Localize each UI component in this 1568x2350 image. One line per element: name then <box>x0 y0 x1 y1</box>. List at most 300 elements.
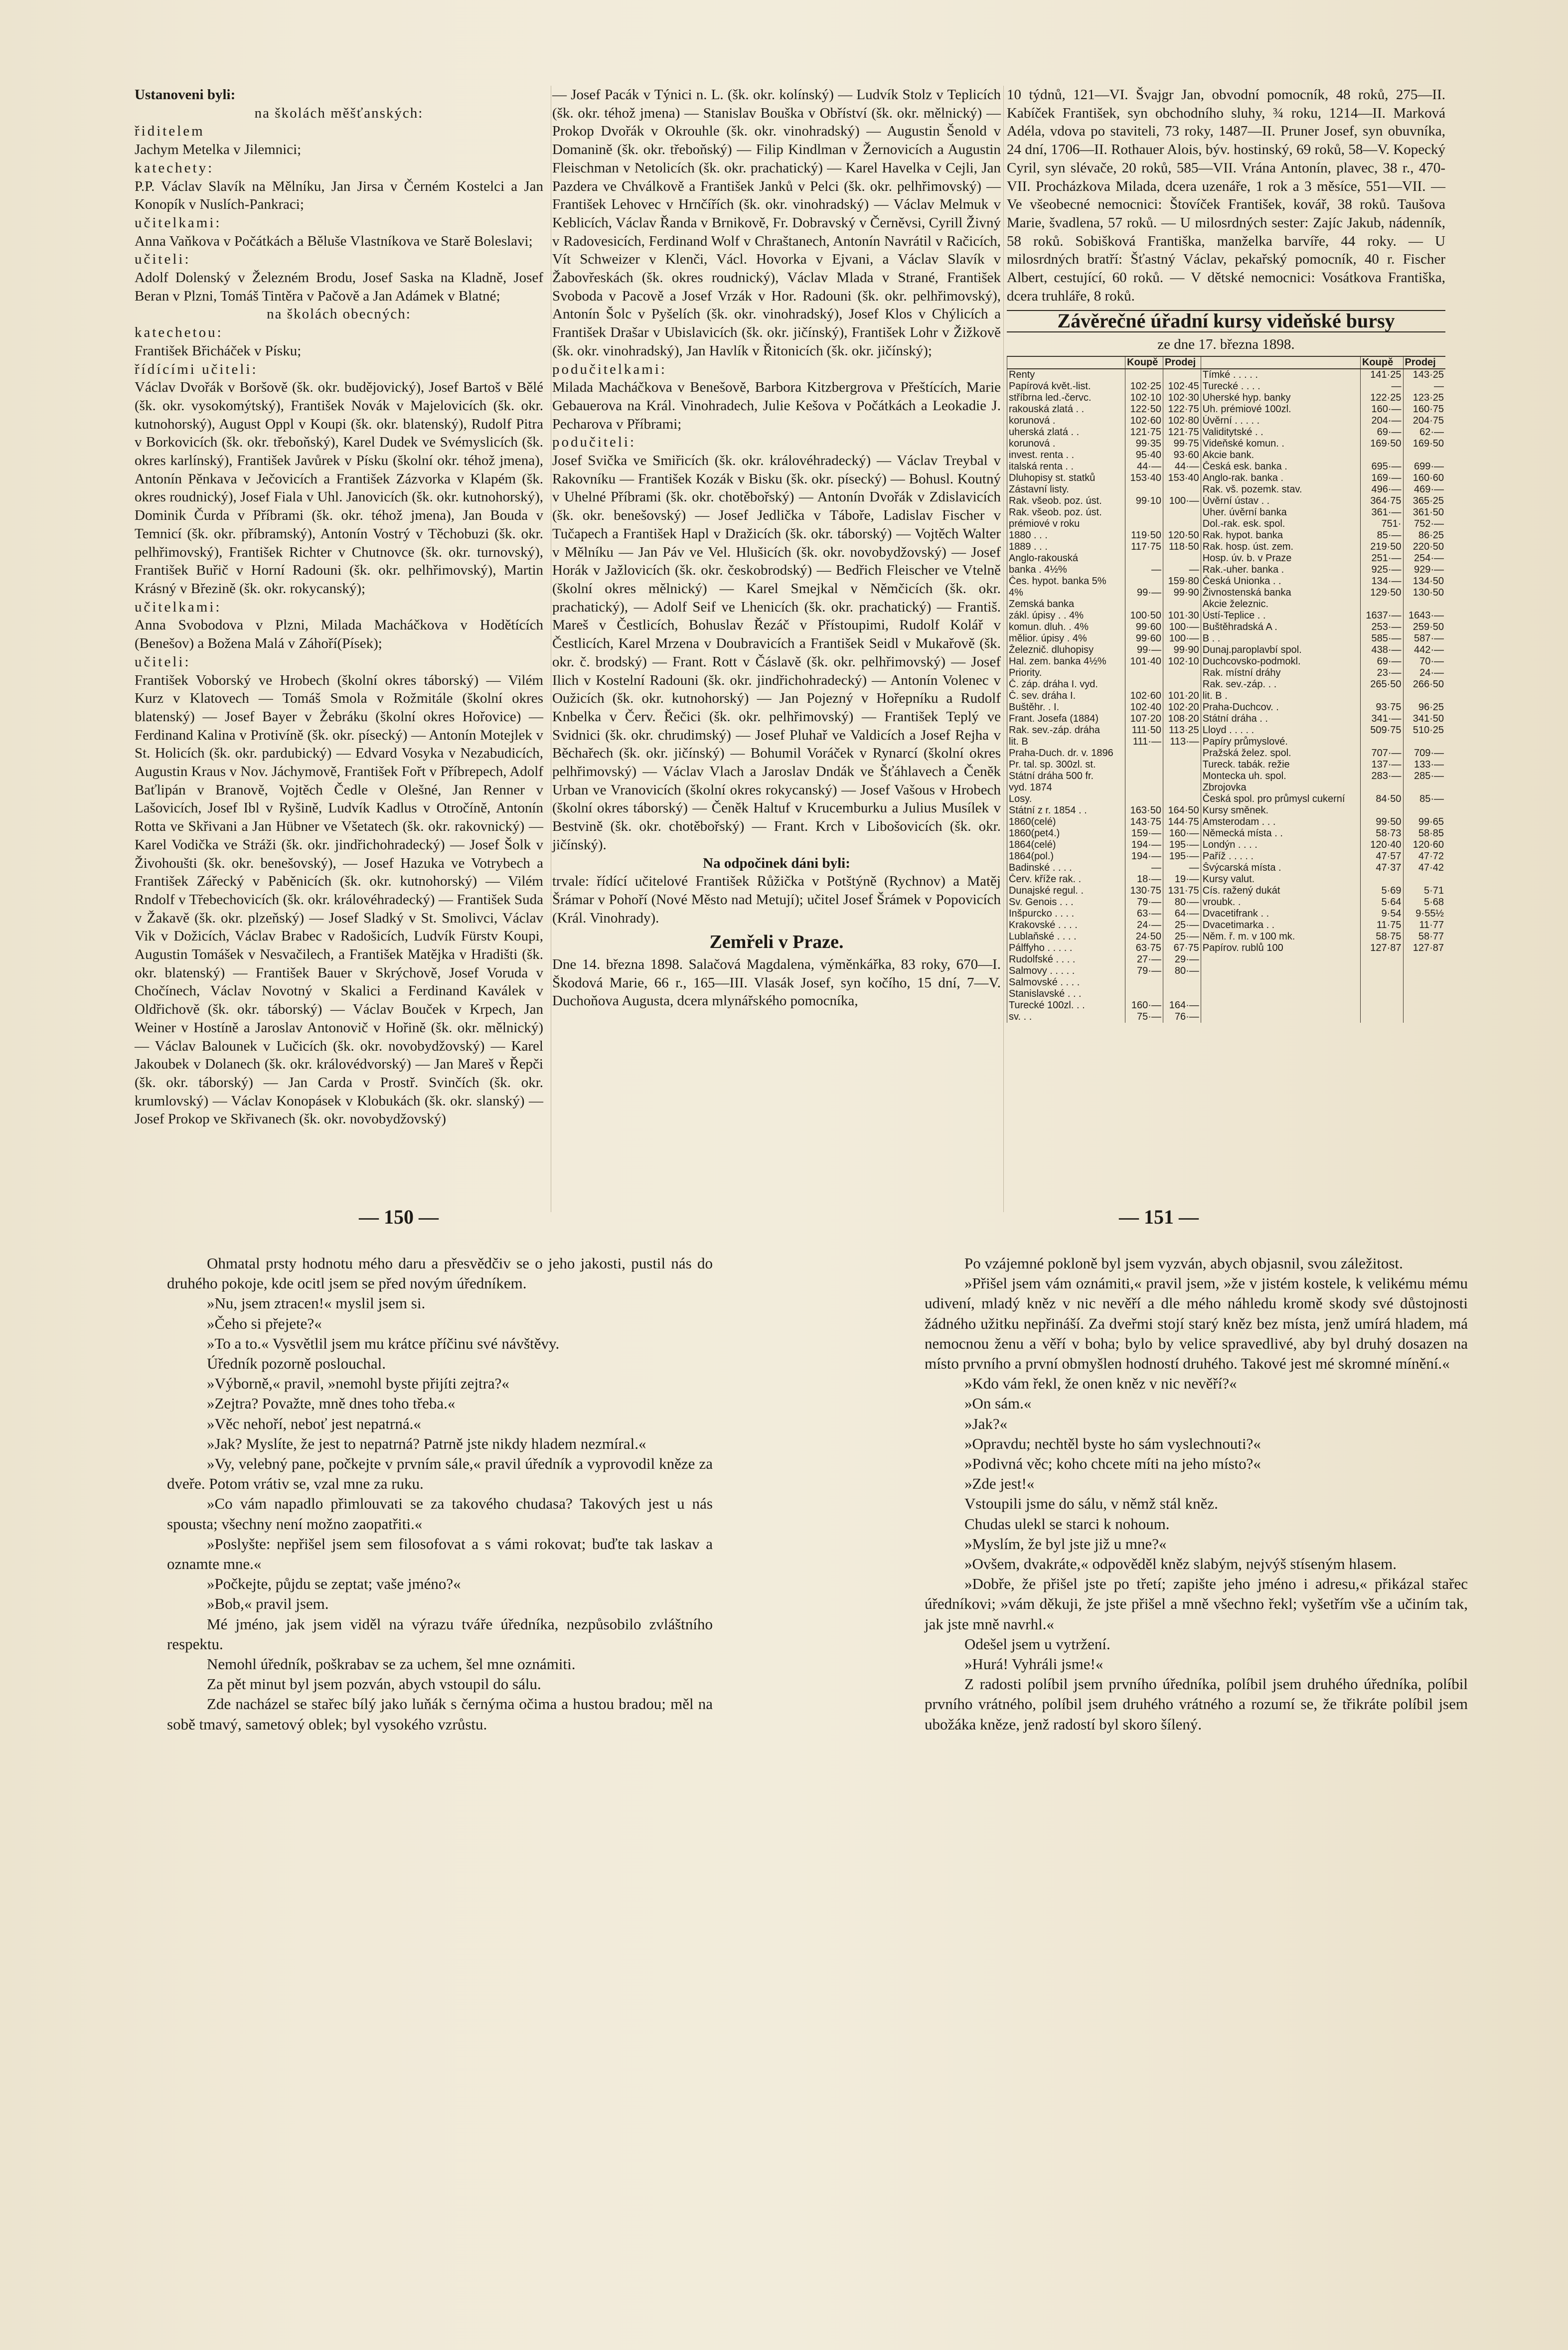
price-cell: 265·50 <box>1360 679 1403 690</box>
price-cell: 121·75 <box>1125 427 1163 438</box>
security-name: vroubk. . <box>1201 897 1360 908</box>
price-cell: 266·50 <box>1403 679 1445 690</box>
price-cell: 99·35 <box>1125 438 1163 450</box>
price-cell: 23·— <box>1360 667 1403 679</box>
table-row <box>1007 793 1446 805</box>
story-paragraph: Zde nacházel se stařec bílý jako luňák s černýma očima a hustou bradou; měl na sobě tmavý, sametový oblek; byl vysokého vzrůstu. <box>167 1695 713 1733</box>
price-cell: 102·10 <box>1163 656 1201 667</box>
price-cell: 80·— <box>1163 965 1201 977</box>
role-label: učitelkami: <box>135 214 222 231</box>
security-name: Tureck. tabák. režie <box>1201 759 1360 771</box>
price-cell: 67·75 <box>1163 942 1201 954</box>
table-row <box>1007 404 1446 415</box>
security-name: stříbrna led.-červc. <box>1007 392 1125 404</box>
price-cell: — <box>1403 381 1445 392</box>
security-name: Dvacetimarka . . <box>1201 920 1360 931</box>
security-name: 1880 . . . <box>1007 530 1125 541</box>
price-cell: 113·— <box>1163 736 1201 748</box>
sub-heading: Na odpočinek dáni byli: <box>703 855 850 871</box>
security-name: sv. . . <box>1007 1011 1125 1023</box>
paragraph: Milada Macháčkova v Benešově, Barbora Kitzbergrova v Přeštících, Marie Gebauerova na Král. Vinohradech, Julie Kešova v Počátkách a Leokadie J. Pecharova v Příbrami; <box>552 379 1001 432</box>
price-cell <box>1403 1011 1445 1023</box>
price-cell: 496·— <box>1360 484 1403 495</box>
role-label: řiditelem <box>135 123 205 140</box>
price-cell: 129·50 <box>1360 587 1403 599</box>
table-row <box>1007 495 1446 507</box>
price-cell: 85·— <box>1403 793 1445 805</box>
price-cell: 11·77 <box>1403 920 1445 931</box>
story-paragraph: Mé jméno, jak jsem viděl na výrazu tváře úředníka, nezpůsobilo zvláštního respektu. <box>167 1615 713 1653</box>
role-label: podučiteli: <box>552 434 636 451</box>
price-cell <box>1163 782 1201 793</box>
story-right-column <box>925 1253 1468 1734</box>
price-cell: 102·20 <box>1163 702 1201 713</box>
price-cell <box>1360 690 1403 702</box>
price-cell: 699·— <box>1403 461 1445 472</box>
price-cell: 159·80 <box>1163 576 1201 587</box>
price-cell: 24·— <box>1125 920 1163 931</box>
security-name: Česká Unionka . . <box>1201 576 1360 587</box>
security-name: Česká esk. banka . <box>1201 461 1360 472</box>
security-name: Rak. všeob. poz. úst. <box>1007 495 1125 507</box>
role-label: učitelkami: <box>135 599 222 615</box>
price-cell <box>1163 507 1201 518</box>
price-cell: 442·— <box>1403 644 1445 656</box>
price-cell: 751· <box>1360 518 1403 530</box>
price-cell <box>1125 667 1163 679</box>
column-header: Koupě <box>1125 356 1163 369</box>
price-cell: 122·75 <box>1163 404 1201 415</box>
security-name: Lublaňské . . . . <box>1007 931 1125 942</box>
price-cell: 160·— <box>1125 1000 1163 1011</box>
price-cell: 195·— <box>1163 839 1201 851</box>
security-name: Zástavní listy. <box>1007 484 1125 495</box>
price-cell: 102·40 <box>1125 702 1163 713</box>
price-cell: 153·40 <box>1125 472 1163 484</box>
table-row <box>1007 518 1446 530</box>
story-paragraph: »Čeho si přejete?« <box>207 1314 322 1332</box>
security-name <box>1201 965 1360 977</box>
price-cell: 285·— <box>1403 771 1445 782</box>
table-row <box>1007 908 1446 920</box>
price-cell <box>1360 954 1403 965</box>
table-row <box>1007 633 1446 644</box>
price-cell: — <box>1163 564 1201 576</box>
price-cell: 122·25 <box>1360 392 1403 404</box>
paragraph: František Břicháček v Písku; <box>135 342 302 359</box>
security-name: Rudolfské . . . . <box>1007 954 1125 965</box>
sub-heading: na školách obecných: <box>267 306 411 322</box>
table-row <box>1007 610 1446 622</box>
security-name: B . . <box>1201 633 1360 644</box>
security-name: Badinské . . . . <box>1007 862 1125 874</box>
price-cell: 99·60 <box>1125 633 1163 644</box>
security-name: Rak. všeob. poz. úst. <box>1007 507 1125 518</box>
price-cell: 63·— <box>1125 908 1163 920</box>
story-paragraph: »Nu, jsem ztracen!« myslil jsem si. <box>207 1294 426 1312</box>
price-cell: 79·— <box>1125 965 1163 977</box>
price-cell: 130·50 <box>1403 587 1445 599</box>
table-row <box>1007 415 1446 427</box>
price-cell: 99·— <box>1125 644 1163 656</box>
security-name: Rak. hosp. úst. zem. <box>1201 541 1360 553</box>
security-name: rakouská zlatá . . <box>1007 404 1125 415</box>
price-cell: 100·— <box>1163 495 1201 507</box>
price-cell <box>1403 1000 1445 1011</box>
security-name: Dunajské regul. . <box>1007 885 1125 897</box>
story-paragraph: »Bob,« pravil jsem. <box>207 1595 329 1613</box>
table-row <box>1007 942 1446 954</box>
security-name: Papírová květ.-list. <box>1007 381 1125 392</box>
security-name: Anglo-rak. banka . <box>1201 472 1360 484</box>
security-name: Uh. prémiové 100zl. <box>1201 404 1360 415</box>
table-row <box>1007 713 1446 725</box>
security-name: lit. B <box>1007 736 1125 748</box>
security-name: italská renta . . <box>1007 461 1125 472</box>
price-cell: 64·— <box>1163 908 1201 920</box>
column-header <box>1007 356 1125 369</box>
price-cell <box>1125 553 1163 564</box>
price-cell: 587·— <box>1403 633 1445 644</box>
price-cell <box>1163 977 1201 988</box>
price-cell: 100·50 <box>1125 610 1163 622</box>
price-cell: 9·55½ <box>1403 908 1445 920</box>
price-cell: 58·77 <box>1403 931 1445 942</box>
story-paragraph: »Věc nehoří, neboť jest nepatrná.« <box>207 1414 421 1432</box>
story-paragraph: »Výborně,« pravil, »nemohl byste přijíti zejtra?« <box>207 1375 509 1393</box>
price-cell: 93·60 <box>1163 450 1201 461</box>
price-cell <box>1403 988 1445 1000</box>
price-cell: 120·50 <box>1163 530 1201 541</box>
security-name: Č. sev. dráha I. <box>1007 690 1125 702</box>
price-cell <box>1125 793 1163 805</box>
price-cell: 101·40 <box>1125 656 1163 667</box>
price-cell: 195·— <box>1163 851 1201 862</box>
price-cell: 25·— <box>1163 920 1201 931</box>
security-name: Hosp. úv. b. v Praze <box>1201 553 1360 564</box>
column-rule-2 <box>1003 86 1004 1212</box>
table-header-row <box>1007 356 1446 369</box>
price-cell: 752·— <box>1403 518 1445 530</box>
price-cell: 361·50 <box>1403 507 1445 518</box>
paragraph: Jachym Metelka v Jilemnici; <box>135 142 302 158</box>
story-paragraph: »On sám.« <box>964 1395 1032 1412</box>
security-name: 1860(pet4.) <box>1007 828 1125 839</box>
security-name: Pr. tal. sp. 300zl. st. <box>1007 759 1125 771</box>
price-cell: 99·10 <box>1125 495 1163 507</box>
security-name: Ústí-Teplice . . <box>1201 610 1360 622</box>
table-row <box>1007 771 1446 782</box>
table-row <box>1007 438 1446 450</box>
story-paragraph: Po vzájemné pokloně byl jsem vyzván, abych objasnil, svou záležitost. <box>964 1254 1403 1272</box>
story-paragraph: Vstoupili jsme do sálu, v němž stál kněz. <box>964 1495 1218 1513</box>
table-row <box>1007 530 1446 541</box>
price-cell: — <box>1163 862 1201 874</box>
role-label: řídícími učiteli: <box>135 361 258 377</box>
security-name: Uher. úvěrní banka <box>1201 507 1360 518</box>
price-cell <box>1163 771 1201 782</box>
paragraph: František Voborský ve Hrobech (školní okres táborský) — Vilém Kurz v Klatovech — Tomáš Smola v Rožmitále (školní okres blatenský) — Josef Bayer v Žebráku (školní okres Hořovice) — Ferdinand Kalina v Protivíně (šk. okr. písecký) — Antonín Motejlek v St. Holicích (šk. okr. pardubický) — Edvard Vosyka v Nezabudicích, Augustin Kraus v Nov. Jáchymově, František Fořt v Příbrepech, Adolf Baťlipán v Branově, Vojtěch Čedle v Olešné, Jan Renner v Lašovicích, Josef Ibl v Ryšině, Ludvík Kadlus v Otročíně, Antonín Rotta ve Skřivani a Jan Hübner ve Všetatech (šk. okr. rakovnický) — Karel Vodička ve Stráži (šk. okr. jindřichohradecký) — Josef Šolk v Živohoušti (šk. okr. benešovský), — Josef Hazuka ve Votrybech a František Zářecký v Paběnicích (šk. okr. kutnohorský) — Vilém Rndolf v Třebechovicích (šk. okr. královéhradecký) — František Suda v Žakavě (šk. okr. plzeňský) — Josef Sladký v St. Smolivci, Václav Vik v Dožicích, Václav Brabec v Radošicích, Ludvík Fürstv Koupi, Augustin Tomášek v Nesvačilech, a František Matějka v Hradišti (šk. okr. blatenský) — František Bauer v Skrýchově, Josef Voruda v Chočínech, Václav Novotný v Skalici a Ferdinand Kaválek v Oldřichově (šk. okr. táborský) — Václav Bouček v Krpech, Jan Weiner v Hostíně a Jaroslav Antonovič v Hořině (šk. okr. mělnický) — Václav Balounek v Lučicích (šk. okr. novobydžovský) — Karel Jakoubek v Dolanech (šk. okr. královédvorský) — Jan Mareš v Řepči (šk. okr. táborský) — Jan Carda v Prostř. Svinčích (šk. okr. krumlovský) — Václav Konopásek v Klobukách (šk. okr. slanský) — Josef Prokop ve Skřivanech (šk. okr. novobydžovský) <box>135 672 543 1127</box>
table-row <box>1007 816 1446 828</box>
table-row <box>1007 564 1446 576</box>
price-cell: 100·— <box>1163 633 1201 644</box>
price-cell: 99·75 <box>1163 438 1201 450</box>
price-cell: 102·30 <box>1163 392 1201 404</box>
security-name: Krakovské . . . . <box>1007 920 1125 931</box>
column-header: Prodej <box>1163 356 1201 369</box>
story-paragraph: Odešel jsem u vytržení. <box>964 1635 1110 1653</box>
price-cell: 695·— <box>1360 461 1403 472</box>
paragraph: trvale: řídící učitelové František Růžička v Potštýně (Rychnov) a Matěj Šrámar v Pohoří (Nové Město nad Metují); učitel Josef Šrámek v Popovicích (Král. Vinohrady). <box>552 873 1001 926</box>
security-name: 4% <box>1007 587 1125 599</box>
price-cell <box>1125 759 1163 771</box>
price-cell: 341·— <box>1360 713 1403 725</box>
price-cell: 204·— <box>1360 415 1403 427</box>
price-cell <box>1125 771 1163 782</box>
security-name: Zemská banka <box>1007 599 1125 610</box>
security-name: Rak. sev.-záp. dráha <box>1007 725 1125 736</box>
security-name: Priority. <box>1007 667 1125 679</box>
price-cell <box>1163 599 1201 610</box>
price-cell: 194·— <box>1125 851 1163 862</box>
price-cell <box>1360 1011 1403 1023</box>
security-name: Salmovy . . . . . <box>1007 965 1125 977</box>
price-cell: 283·— <box>1360 771 1403 782</box>
table-row <box>1007 931 1446 942</box>
price-cell: 169·50 <box>1360 438 1403 450</box>
price-cell: 130·75 <box>1125 885 1163 897</box>
price-cell: 164·— <box>1163 1000 1201 1011</box>
table-row <box>1007 885 1446 897</box>
security-name: Buštěhradská A . <box>1201 622 1360 633</box>
security-name: Č. záp. dráha I. vyd. <box>1007 679 1125 690</box>
price-cell: 365·25 <box>1403 495 1445 507</box>
price-cell: 47·72 <box>1403 851 1445 862</box>
table-row <box>1007 541 1446 553</box>
column-header <box>1201 356 1360 369</box>
price-cell <box>1163 484 1201 495</box>
security-name: Pálffyho . . . . . <box>1007 942 1125 954</box>
table-row <box>1007 748 1446 759</box>
price-cell <box>1163 988 1201 1000</box>
price-cell <box>1360 977 1403 988</box>
security-name: Něm. ř. m. v 100 mk. <box>1201 931 1360 942</box>
security-name: Salmovské . . . . <box>1007 977 1125 988</box>
table-row <box>1007 954 1446 965</box>
price-cell: 164·50 <box>1163 805 1201 816</box>
price-cell: 143·25 <box>1403 369 1445 381</box>
story-paragraph: »Dobře, že přišel jste po třetí; zapište jeho jméno i adresu,« přikázal stařec úředníkovi; »vám děkuji, že jste přišel a mně všechno řekl; vyšetřím vše a učiním tak, jak jste mně navrhl.« <box>925 1575 1468 1633</box>
security-name: uherská zlatá . . <box>1007 427 1125 438</box>
table-row <box>1007 450 1446 461</box>
story-paragraph: »Jak? Myslíte, že jest to nepatrná? Patrně jste nikdy hladem nezmíral.« <box>207 1434 646 1452</box>
table-row <box>1007 897 1446 908</box>
price-cell <box>1125 977 1163 988</box>
table-row <box>1007 862 1446 874</box>
price-cell: — <box>1125 564 1163 576</box>
security-name: Rak. sev.-záp. . . <box>1201 679 1360 690</box>
price-cell: 111·— <box>1125 736 1163 748</box>
price-cell <box>1125 599 1163 610</box>
table-row <box>1007 1000 1446 1011</box>
table-row <box>1007 977 1446 988</box>
price-cell <box>1125 518 1163 530</box>
table-row <box>1007 427 1446 438</box>
price-cell: 29·— <box>1163 954 1201 965</box>
security-name: Anglo-rakouská <box>1007 553 1125 564</box>
price-cell <box>1163 793 1201 805</box>
price-cell: 509·75 <box>1360 725 1403 736</box>
security-name: Inšpurcko . . . . <box>1007 908 1125 920</box>
price-cell: 99·90 <box>1163 644 1201 656</box>
price-cell: 80·— <box>1163 897 1201 908</box>
price-cell: 121·75 <box>1163 427 1201 438</box>
paragraph: Adolf Dolenský v Železném Brodu, Josef Saska na Kladně, Josef Beran v Plzni, Tomáš Tintěra v Pačově a Jan Adámek v Blatné; <box>135 270 543 304</box>
price-cell <box>1403 874 1445 885</box>
security-name: Frant. Josefa (1884) <box>1007 713 1125 725</box>
price-cell: 159·— <box>1125 828 1163 839</box>
price-cell: 134·— <box>1360 576 1403 587</box>
table-row <box>1007 622 1446 633</box>
price-cell: 254·— <box>1403 553 1445 564</box>
page-number-right: — 151 — <box>1119 1206 1199 1228</box>
price-cell <box>1125 576 1163 587</box>
price-cell: 341·50 <box>1403 713 1445 725</box>
story-paragraph: Za pět minut byl jsem pozván, abych vstoupil do sálu. <box>207 1675 541 1693</box>
table-row <box>1007 920 1446 931</box>
security-name: Praha-Duch. dr. v. 1896 <box>1007 748 1125 759</box>
price-cell: 101·30 <box>1163 610 1201 622</box>
deaths-heading: Zemřeli v Praze. <box>709 932 844 953</box>
table-row <box>1007 965 1446 977</box>
middle-column <box>552 86 1001 1010</box>
price-cell: 123·25 <box>1403 392 1445 404</box>
price-cell: 79·— <box>1125 897 1163 908</box>
security-name: Dvacetifrank . . <box>1201 908 1360 920</box>
security-name: Státní dráha 500 fr. <box>1007 771 1125 782</box>
table-row <box>1007 839 1446 851</box>
security-name: banka . 4½% <box>1007 564 1125 576</box>
story-paragraph: Nemohl úředník, poškrabav se za uchem, šel mne oznámiti. <box>207 1655 576 1673</box>
price-cell: 144·75 <box>1163 816 1201 828</box>
table-row <box>1007 702 1446 713</box>
price-cell: 93·75 <box>1360 702 1403 713</box>
price-cell: 5·69 <box>1360 885 1403 897</box>
story-paragraph: Chudas ulekl se starci k nohoum. <box>964 1515 1170 1533</box>
security-name: Červ. kříže rak. . <box>1007 874 1125 885</box>
price-cell: 925·— <box>1360 564 1403 576</box>
security-name: Státní dráha . . <box>1201 713 1360 725</box>
price-cell: 127·87 <box>1403 942 1445 954</box>
price-cell: 133·— <box>1403 759 1445 771</box>
price-cell: 58·73 <box>1360 828 1403 839</box>
table-row <box>1007 587 1446 599</box>
story-paragraph: »Opravdu; nechtěl byste ho sám vyslechnouti?« <box>964 1434 1261 1452</box>
price-cell: 102·10 <box>1125 392 1163 404</box>
price-cell <box>1125 748 1163 759</box>
price-cell: 131·75 <box>1163 885 1201 897</box>
price-cell <box>1403 450 1445 461</box>
table-row <box>1007 736 1446 748</box>
price-cell <box>1360 874 1403 885</box>
price-cell <box>1360 965 1403 977</box>
price-cell: 47·37 <box>1360 862 1403 874</box>
price-cell: 99·65 <box>1403 816 1445 828</box>
price-cell: 75·— <box>1125 1011 1163 1023</box>
price-cell: 86·25 <box>1403 530 1445 541</box>
security-name: Švýcarská místa . <box>1201 862 1360 874</box>
table-row <box>1007 725 1446 736</box>
table-row <box>1007 507 1446 518</box>
price-cell: 69·— <box>1360 656 1403 667</box>
security-name: Živnostenská banka <box>1201 587 1360 599</box>
price-cell: 194·— <box>1125 839 1163 851</box>
price-cell: 469·— <box>1403 484 1445 495</box>
security-name: Losy. <box>1007 793 1125 805</box>
table-row <box>1007 472 1446 484</box>
security-name <box>1201 954 1360 965</box>
price-cell: 85·— <box>1360 530 1403 541</box>
price-cell <box>1163 518 1201 530</box>
price-cell: 100·— <box>1163 622 1201 633</box>
story-paragraph: Úředník pozorně poslouchal. <box>207 1355 386 1373</box>
table-row <box>1007 599 1446 610</box>
security-name: Renty <box>1007 369 1125 381</box>
price-cell: 24·— <box>1403 667 1445 679</box>
price-cell: 99·50 <box>1360 816 1403 828</box>
price-cell: 44·— <box>1125 461 1163 472</box>
price-cell <box>1360 599 1403 610</box>
security-name: Státní z r. 1854 . . <box>1007 805 1125 816</box>
security-name: Kursy valut. <box>1201 874 1360 885</box>
price-cell: 707·— <box>1360 748 1403 759</box>
price-cell: — <box>1360 381 1403 392</box>
security-name: Papírov. rublů 100 <box>1201 942 1360 954</box>
price-cell: 1637·— <box>1360 610 1403 622</box>
price-cell: 220·50 <box>1403 541 1445 553</box>
security-name <box>1201 988 1360 1000</box>
price-cell: 27·— <box>1125 954 1163 965</box>
security-name <box>1201 1011 1360 1023</box>
price-cell: 24·50 <box>1125 931 1163 942</box>
table-row <box>1007 851 1446 862</box>
price-cell: 5·68 <box>1403 897 1445 908</box>
price-cell: 95·40 <box>1125 450 1163 461</box>
security-name: Londýn . . . . <box>1201 839 1360 851</box>
price-cell <box>1403 954 1445 965</box>
price-cell <box>1163 759 1201 771</box>
price-cell: 364·75 <box>1360 495 1403 507</box>
price-cell: 120·40 <box>1360 839 1403 851</box>
table-row <box>1007 484 1446 495</box>
security-name: 1864(celé) <box>1007 839 1125 851</box>
story-paragraph: »Jak?« <box>964 1414 1008 1432</box>
price-cell: 69·— <box>1360 427 1403 438</box>
price-cell: 19·— <box>1163 874 1201 885</box>
security-name: Tímké . . . . . <box>1201 369 1360 381</box>
price-cell: 120·60 <box>1403 839 1445 851</box>
security-name: Praha-Duchcov. . <box>1201 702 1360 713</box>
security-name: Dluhopisy st. statků <box>1007 472 1125 484</box>
table-row <box>1007 381 1446 392</box>
story-paragraph: »Poslyšte: nepřišel jsem sem filosofovat a s vámi rokovat; buďte tak laskav a oznamte mne.« <box>167 1535 713 1573</box>
price-cell: 153·40 <box>1163 472 1201 484</box>
role-label: učiteli: <box>135 251 191 268</box>
table-row <box>1007 988 1446 1000</box>
price-cell: 117·75 <box>1125 541 1163 553</box>
column-header: Koupě <box>1360 356 1403 369</box>
security-name: Česká spol. pro průmysl cukerní <box>1201 793 1360 805</box>
